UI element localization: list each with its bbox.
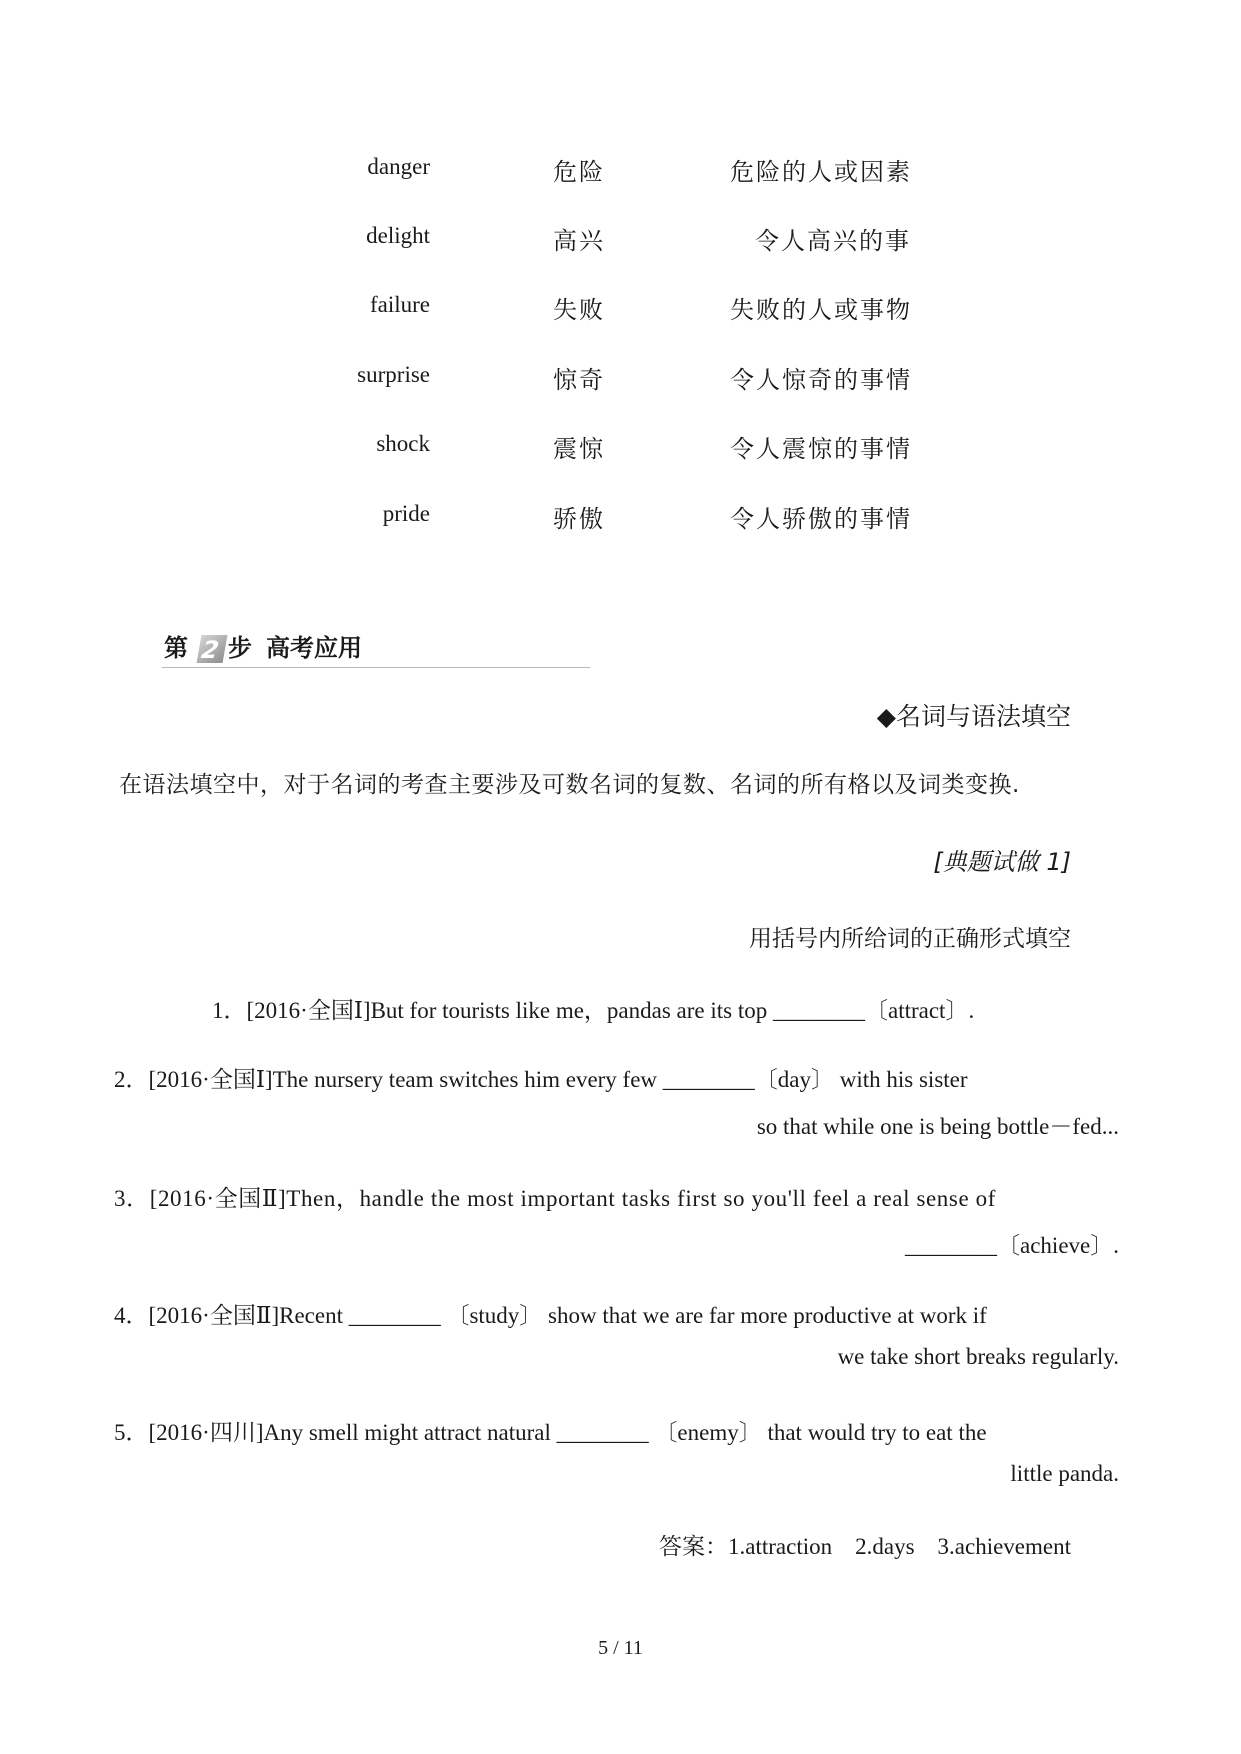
vocab-word: surprise xyxy=(357,362,430,387)
answer-line xyxy=(659,1528,1071,1561)
question-2-cont: so that while one is being bottle－fed... xyxy=(756,1114,1119,1139)
answer-label: 答案： xyxy=(659,1534,729,1560)
vocab-extended: 令人高兴的事 xyxy=(755,227,911,255)
vocab-word: failure xyxy=(369,292,430,317)
intro-paragraph: 在语法填空中，对于名词的考查主要涉及可数名词的复数、名词的所有格以及词类变换. xyxy=(119,772,1020,798)
question-4: 4．[2016·全国Ⅱ]Recent ________ 〔study〕 show that we are far more productive at work if xyxy=(114,1303,987,1328)
step-header xyxy=(162,631,590,668)
vocab-meaning: 高兴 xyxy=(553,227,605,255)
question-3-cont: ________〔achieve〕. xyxy=(905,1233,1119,1258)
vocab-meaning: 危险 xyxy=(553,158,605,186)
question-5-cont: little panda. xyxy=(1010,1461,1119,1486)
vocab-meaning: 失败 xyxy=(553,296,605,324)
instruction: 用括号内所给词的正确形式填空 xyxy=(749,926,1071,952)
step-title: 高考应用 xyxy=(266,634,362,662)
question-3: 3．[2016·全国Ⅱ]Then，handle the most important tasks first so you'll feel a real sense of xyxy=(114,1186,996,1211)
vocab-word: delight xyxy=(366,223,430,248)
page-number: 5 / 11 xyxy=(598,1637,643,1659)
step-number: 2 xyxy=(199,636,221,664)
vocab-extended: 令人震惊的事情 xyxy=(730,435,912,463)
vocab-meaning: 震惊 xyxy=(553,435,605,463)
step-suffix: 步 xyxy=(228,634,252,662)
vocab-meaning: 惊奇 xyxy=(553,366,605,394)
answer-text: 1.attraction 2.days 3.achievement xyxy=(728,1534,1071,1559)
vocab-meaning: 骄傲 xyxy=(553,505,605,533)
section-title: ◆名词与语法填空 xyxy=(876,702,1071,731)
vocab-extended: 令人骄傲的事情 xyxy=(730,505,912,533)
question-5: 5．[2016·四川]Any smell might attract natural ________ 〔enemy〕 that would try to eat the xyxy=(114,1420,987,1445)
step-number-badge xyxy=(197,635,228,663)
question-2: 2．[2016·全国Ⅰ]The nursery team switches him every few ________〔day〕 with his sister xyxy=(114,1067,968,1092)
vocab-word: danger xyxy=(367,154,430,179)
vocab-extended: 令人惊奇的事情 xyxy=(730,366,912,394)
vocab-extended: 失败的人或事物 xyxy=(730,296,912,324)
step-prefix: 第 xyxy=(164,634,188,662)
vocab-word: pride xyxy=(382,501,430,526)
vocab-word: shock xyxy=(376,431,430,456)
example-label: [典题试做 1] xyxy=(933,848,1071,876)
question-1: 1．[2016·全国Ⅰ]But for tourists like me，pandas are its top ________〔attract〕. xyxy=(212,998,975,1023)
question-4-cont: we take short breaks regularly. xyxy=(837,1344,1119,1369)
vocab-extended: 危险的人或因素 xyxy=(730,158,912,186)
